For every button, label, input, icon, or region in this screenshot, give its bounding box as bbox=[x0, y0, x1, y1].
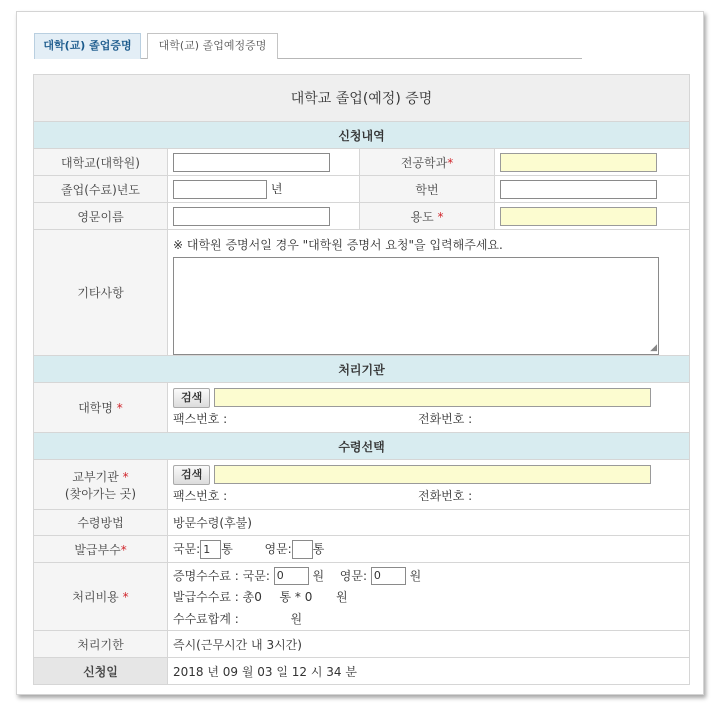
english-name-label: 영문이름 bbox=[34, 203, 168, 230]
univ-name-input[interactable] bbox=[214, 388, 651, 407]
university-label: 대학교(대학원) bbox=[34, 149, 168, 176]
tab-graduation-cert[interactable]: 대학(교) 졸업증명 bbox=[34, 33, 141, 59]
tab-expected-graduation-cert[interactable]: 대학(교) 졸업예정증명 bbox=[147, 33, 278, 59]
other-textarea[interactable] bbox=[173, 257, 659, 355]
agency-search-button[interactable]: 검색 bbox=[173, 465, 210, 485]
grad-year-input[interactable] bbox=[173, 180, 267, 199]
english-name-input[interactable] bbox=[173, 207, 330, 226]
period-label: 처리기한 bbox=[34, 631, 168, 658]
other-label: 기타사항 bbox=[34, 230, 168, 356]
tab-bar bbox=[34, 33, 582, 59]
resize-grip-icon[interactable]: ◢ bbox=[650, 343, 657, 353]
issuing-agency-input[interactable] bbox=[214, 465, 651, 484]
section-application: 신청내역 bbox=[34, 122, 690, 149]
fee-label: 처리비용 * bbox=[34, 563, 168, 631]
copies-label: 발급부수* bbox=[34, 536, 168, 563]
note-text: ※ 대학원 증명서일 경우 "대학원 증명서 요청"을 입력해주세요. bbox=[173, 238, 503, 252]
receipt-method-label: 수령방법 bbox=[34, 510, 168, 536]
receipt-method-value: 방문수령(후불) bbox=[168, 510, 690, 536]
form-title: 대학교 졸업(예정) 증명 bbox=[34, 75, 690, 122]
section-receipt: 수령선택 bbox=[34, 433, 690, 460]
university-input[interactable] bbox=[173, 153, 330, 172]
korean-copies-input[interactable]: 1 bbox=[200, 540, 221, 559]
major-label: 전공학과* bbox=[360, 149, 495, 176]
fax-label: 팩스번호 : bbox=[173, 411, 228, 426]
grad-year-label: 졸업(수료)년도 bbox=[34, 176, 168, 203]
major-input[interactable] bbox=[500, 153, 657, 172]
student-id-label: 학번 bbox=[360, 176, 495, 203]
section-processing: 처리기관 bbox=[34, 356, 690, 383]
korean-fee-input[interactable]: 0 bbox=[274, 567, 309, 585]
issuing-agency-label: 교부기관 * (찾아가는 곳) bbox=[34, 460, 168, 510]
application-form: 대학교 졸업(예정) 증명 신청내역 대학교(대학원) 전공학과* 졸업(수료)년도 년 학번 영문이름 용도 * 기타사항 ※ 대학원 증명서일 경우 "대학원 증명서 요청"을 입력해주세요. ◢ 처리기관 대학명 * 검색 팩스번호 : 전화번호 : 수령선택 교부기관 * (찾아가는 곳) 검색 팩스번호 : 전화번호 : 수령방법 방문수령(후불) 발급부수* 국문: 1 통 영문: 통 처리비용 * 증명수수료 : 국문: 0 원 영문: 0 원 발급수수료 : 총0 통 * 0 원 수수료합계 : 원 처리기한 즉시(근무시간 내 3시간) 신청일 2018 년 09 월 03 일 12 시 34 분 bbox=[33, 74, 690, 685]
purpose-label: 용도 * bbox=[360, 203, 495, 230]
english-fee-input[interactable]: 0 bbox=[371, 567, 406, 585]
apply-date-value: 2018 년 09 월 03 일 12 시 34 분 bbox=[168, 658, 690, 685]
english-copies-input[interactable] bbox=[292, 540, 313, 559]
period-value: 즉시(근무시간 내 3시간) bbox=[168, 631, 690, 658]
agency-fax-label: 팩스번호 : bbox=[173, 488, 228, 503]
purpose-input[interactable] bbox=[500, 207, 657, 226]
phone-label: 전화번호 : bbox=[418, 411, 473, 426]
search-button[interactable]: 검색 bbox=[173, 388, 210, 408]
apply-date-label: 신청일 bbox=[34, 658, 168, 685]
agency-phone-label: 전화번호 : bbox=[418, 488, 473, 503]
student-id-input[interactable] bbox=[500, 180, 657, 199]
univ-name-label: 대학명 * bbox=[34, 383, 168, 433]
year-suffix: 년 bbox=[270, 181, 283, 196]
